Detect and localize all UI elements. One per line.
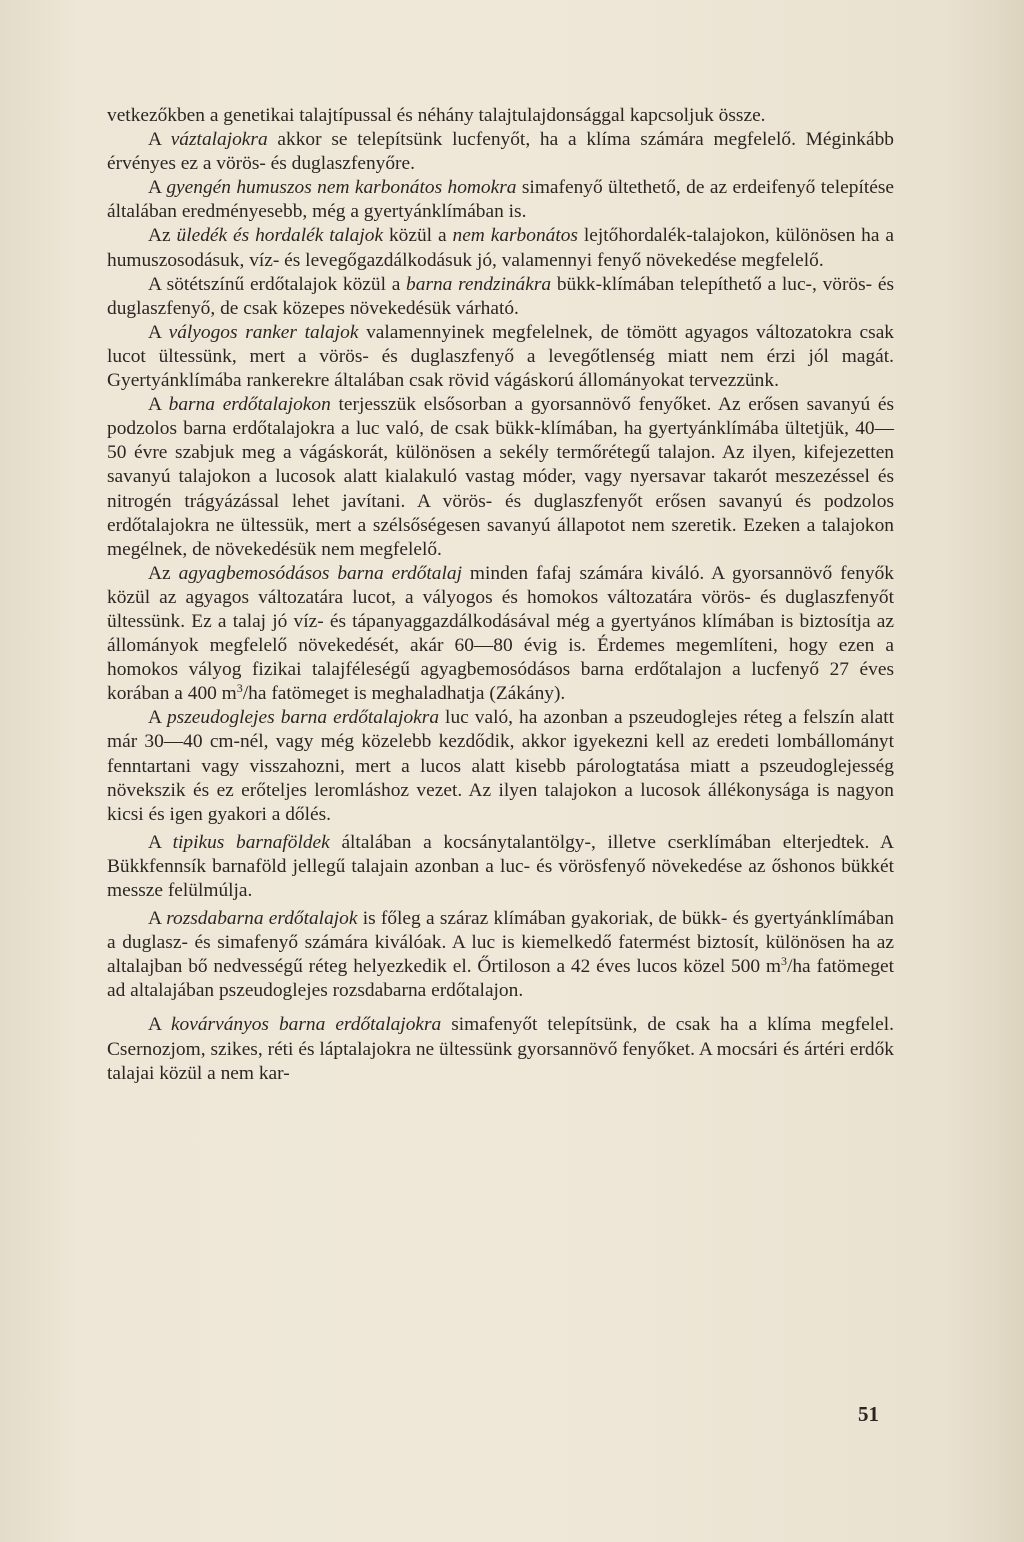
text-run: /ha fatömeget is meghaladhatja (Zákány).	[242, 683, 566, 705]
italic-term: barna rendzinákra	[406, 273, 552, 295]
text-run: lejtőhordalék-talajokon, különösen ha a humuszosodásuk, víz- és levegőgazdálkodásuk jó, valamennyi fenyő növekedése megfelelő.	[107, 225, 895, 271]
text-run: közül a	[383, 225, 453, 247]
text-run: /ha fatömeget ad altalajában pszeudoglejes rozsdabarna erdőtalajon.	[107, 956, 895, 1002]
paragraph	[107, 831, 894, 903]
text-run: bükk-klímában telepíthető a luc-, vörös- és duglaszfenyő, de csak közepes növekedésük várható.	[107, 273, 895, 319]
paragraph	[107, 224, 894, 272]
italic-term: gyengén humuszos nem karbonátos homokra	[166, 177, 517, 199]
text-run: A	[148, 1014, 171, 1036]
text-run: akkor se telepítsünk lucfenyőt, ha a klíma számára megfelelő. Méginkább érvényes ez a vörös- és duglaszfenyőre.	[107, 129, 895, 175]
text-run: simafenyőt telepítsünk, de csak ha a klíma megfelel. Csernozjom, szikes, réti és láptalajokra ne ültessünk gyorsannövő fenyőket. A mocsári és ártéri erdők talajai közül a nem kar-	[107, 1014, 894, 1084]
text-run: simafenyő ültethető, de az erdeifenyő telepítése általában eredményesebb, még a gyertyánklímában is.	[107, 177, 894, 223]
superscript: 3	[236, 681, 243, 696]
italic-term: agyagbemosódásos barna erdőtalaj	[178, 562, 462, 584]
text-run: A	[148, 177, 167, 199]
text-run: A	[148, 831, 173, 853]
italic-term: barna erdőtalajokon	[168, 394, 331, 416]
paragraph	[107, 393, 894, 562]
text-run: terjesszük elsősorban a gyorsannövő fenyőket. Az erősen savanyú és podzolos barna erdőtalajokra a luc való, de csak bükk-klímában, ha gyertyánklímába ültetjük, 40—50 évre szabjuk meg a vágáskorát, különösen a sekély termőrétegű talajon. Az ilyen, kifejezetten savanyú talajokon a lucosok alatt kialakuló vastag móder, vagy nyersavar takarót meszezéssel és nitrogén trágyázással lehet javítani. A vörös- és duglaszfenyőt erősen savanyú és podzolos erdőtalajokra ne ültessük, mert a szélsőségesen savanyú állapotot nem szeretik. Ezeken a talajokon megélnek, de növekedésük nem megfelelő.	[107, 394, 895, 560]
text-run: A	[148, 394, 169, 416]
paragraph	[107, 562, 894, 707]
paragraph	[107, 104, 894, 128]
italic-term: tipikus barnaföldek	[172, 831, 330, 853]
text-run: A	[148, 321, 169, 343]
paragraph	[107, 176, 894, 224]
text-run: A	[148, 707, 167, 729]
text-run: Az	[148, 562, 179, 584]
text-run: is főleg a száraz klímában gyakoriak, de bükk- és gyertyánklímában a duglasz- és simafenyő számára kiválóak. A luc is kiemelkedő fatermést biztosít, különösen ha az altalajban bő nedvességű réteg helyezkedik el. Őrtiloson a 42 éves lucos közel 500 m	[107, 908, 895, 978]
text-run: valamennyinek megfelelnek, de tömött agyagos változatokra csak lucot ültessünk, mert a vörös- és duglaszfenyő a levegőtlenség miatt nem érzi jól magát. Gyertyánklímába rankerekre általában csak rövid vágáskorú állományokat tervezzünk.	[107, 321, 895, 392]
paragraph	[107, 321, 894, 393]
italic-term: üledék és hordalék talajok	[176, 225, 384, 247]
page-number: 51	[858, 1402, 879, 1426]
body-text	[107, 104, 894, 1086]
paragraph	[107, 273, 894, 321]
text-run: luc való, ha azonban a pszeudoglejes réteg a felszín alatt már 30—40 cm-nél, vagy még közelebb kezdődik, akkor igyekezni kell az eredeti lombállományt fenntartani vagy visszahozni, mert a lucos alatt kisebb párologtatása miatt a pszeudoglejesség növekszik és ez erőteljes leromláshoz vezet. Az ilyen talajokon a lucosok állékonysága is nagyon kicsi és igen gyakori a dőlés.	[107, 707, 894, 825]
italic-term: vályogos ranker talajok	[168, 321, 359, 343]
italic-term: nem karbonátos	[452, 225, 578, 247]
paragraph	[107, 706, 894, 826]
italic-term: pszeudoglejes barna erdőtalajokra	[166, 707, 440, 729]
text-run: minden fafaj számára kiváló. A gyorsannövő fenyők közül az agyagos változatára lucot, a vályogos és homokos változatára vörös- és duglaszfenyőt ültessünk. Ez a talaj jó víz- és tápanyaggazdálkodásával még a gyertyános klímában is biztosítja az állományok megfelelő növekedését, akár 60—80 évig is. Érdemes megemlíteni, hogy ezen a homokos vályog fizikai talajféleségű agyagbemosódásos barna erdőtalajon a lucfenyő 27 éves korában a 400 m	[107, 562, 894, 705]
superscript: 3	[780, 954, 787, 969]
italic-term: váztalajokra	[170, 129, 268, 151]
text-run: általában a kocsánytalantölgy-, illetve cserklímában elterjedtek. A Bükkfennsík barnaföld jellegű talajain azonban a luc- és vörösfenyő növekedése az őshonos bükkét messze felülmúlja.	[107, 831, 895, 901]
text-run: A	[148, 129, 171, 151]
italic-term: rozsdabarna erdőtalajok	[166, 908, 358, 930]
text-run: Az	[148, 225, 177, 247]
text-run: vetkezőkben a genetikai talajtípussal és néhány talajtulajdonsággal kapcsoljuk össze.	[107, 105, 766, 126]
paragraph	[107, 128, 894, 176]
text-run: A sötétszínű erdőtalajok közül a	[148, 273, 407, 295]
italic-term: kovárványos barna erdőtalajokra	[170, 1014, 442, 1036]
paragraph	[107, 1013, 894, 1085]
paragraph	[107, 907, 894, 1003]
text-run: A	[148, 908, 167, 930]
